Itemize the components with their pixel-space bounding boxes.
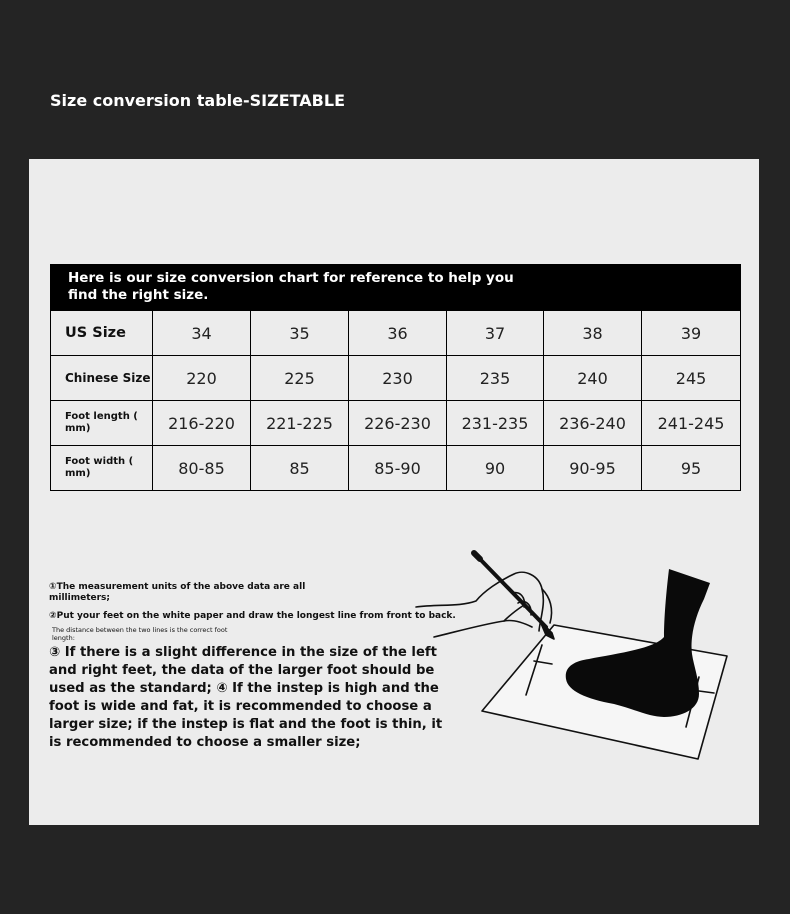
table-cell: 221-225 [251, 401, 349, 446]
table-cell: 37 [447, 311, 544, 356]
table-cell: 38 [544, 311, 642, 356]
note-units: ①The measurement units of the above data are all millimeters; [49, 582, 306, 603]
note-draw-lines: ②Put your feet on the white paper and draw the longest line from front to back. [49, 611, 456, 621]
table-cell: 95 [642, 446, 741, 491]
table-cell: 90-95 [544, 446, 642, 491]
table-cell: 236-240 [544, 401, 642, 446]
table-cell: 80-85 [153, 446, 251, 491]
table-row [51, 356, 741, 401]
table-cell: 90 [447, 446, 544, 491]
table-row [51, 401, 741, 446]
table-row [51, 446, 741, 491]
table-cell: 231-235 [447, 401, 544, 446]
measurement-notes [49, 582, 469, 752]
table-cell: 34 [153, 311, 251, 356]
table-cell: 220 [153, 356, 251, 401]
table-cell: 216-220 [153, 401, 251, 446]
table-cell: 230 [349, 356, 447, 401]
note-size-advice: ③ If there is a slight difference in the size of the left and right feet, the data of the larger foot should be used as the standard; ④ If the instep is high and the foot is wide and fat, it is recommended to choose a larger size; if the instep is flat and the foot is thin, it is recommended to choose a smaller size; [49, 645, 443, 750]
table-cell: 240 [544, 356, 642, 401]
table-cell: 39 [642, 311, 741, 356]
note-distance: The distance between the two lines is the correct foot length: [52, 626, 228, 642]
table-cell: 225 [251, 356, 349, 401]
row-header-foot-length: Foot length ( mm) [51, 401, 153, 446]
foot-measurement-drawing-icon [414, 549, 734, 769]
table-cell: 235 [447, 356, 544, 401]
table-cell: 85 [251, 446, 349, 491]
table-cell: 36 [349, 311, 447, 356]
table-row [51, 311, 741, 356]
table-banner-text: Here is our size conversion chart for reference to help you find the right size. [68, 270, 514, 303]
table-cell: 85-90 [349, 446, 447, 491]
table-cell: 35 [251, 311, 349, 356]
table-cell: 245 [642, 356, 741, 401]
size-conversion-table [50, 264, 741, 491]
table-banner [51, 265, 741, 311]
table-cell: 226-230 [349, 401, 447, 446]
page-title: Size conversion table-SIZETABLE [50, 91, 345, 110]
row-header-us-size: US Size [51, 311, 153, 356]
content-panel [29, 159, 759, 825]
table-cell: 241-245 [642, 401, 741, 446]
table-banner-row [51, 265, 741, 311]
row-header-foot-width: Foot width ( mm) [51, 446, 153, 491]
row-header-chinese-size: Chinese Size [51, 356, 153, 401]
